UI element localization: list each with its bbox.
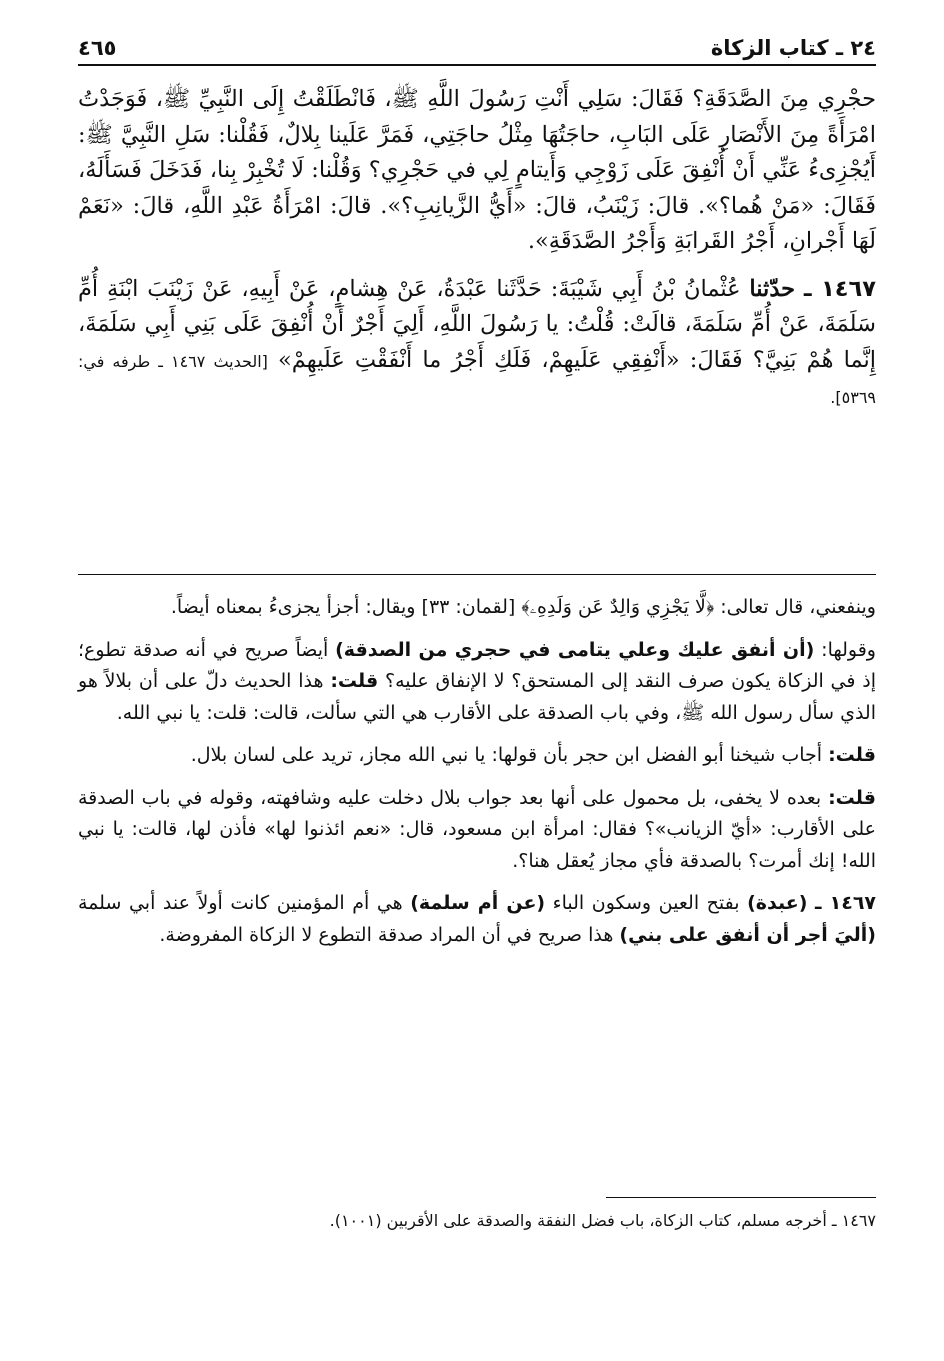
hadith-1467-paragraph	[78, 272, 876, 416]
page-number: ٤٦٥	[78, 36, 117, 60]
commentary-block	[78, 592, 876, 962]
commentary-text: أجاب شيخنا أبو الفضل ابن حجر بأن قولها: يا نبي الله مجاز، تريد على لسان بلال.	[190, 744, 829, 766]
qultu-marker: قلت:	[828, 744, 876, 766]
hadith-continuation-paragraph: حجْرِي مِنَ الصَّدَقَةِ؟ فَقَالَ: سَلِي أَنْتِ رَسُولَ اللَّهِ ﷺ، فَانْطَلَقْتُ إِلَى النَّبِيِّ ﷺ، فَوَجَدْتُ امْرَأَةً مِنَ الأَنْصَارِ عَلَى البَابِ، حاجَتُهَا مِثْلُ حاجَتِي، فَمَرَّ عَلَينا بِلالٌ، فَقُلْنا: سَلِ النَّبِيَّ ﷺ: أَيُجْزِىءُ عَنِّي أَنْ أُنْفِقَ عَلَى زَوْجِي وَأَيتامٍ لِي في حَجْرِي؟ وَقُلْنا: لَا تُخْبِرْ بِنا، فَدَخَلَ فَسَأَلَهُ، فَقَالَ: «مَنْ هُما؟». قالَ: زَيْنَبُ، قالَ: «أَيُّ الزَّيانِبِ؟». قالَ: امْرَأَةُ عَبْدِ اللَّهِ، قالَ: «نَعَمْ لَهَا أَجْرانِ، أَجْرُ القَرابَةِ وَأَجْرُ الصَّدَقَةِ».	[78, 86, 876, 254]
commentary-paragraph	[78, 783, 876, 878]
hadith-number: ١٤٦٧ ـ	[803, 275, 877, 302]
quoted-phrase: (أن أنفق عليك وعلي يتامى في حجري من الصدقة)	[335, 638, 815, 661]
quoted-phrase: (عن أم سلمة)	[410, 892, 546, 914]
quoted-phrase: (عبدة)	[747, 892, 808, 914]
commentary-paragraph	[78, 740, 876, 772]
hadith-reference: [الحديث ١٤٦٧ ـ طرفه في: ٥٣٦٩].	[78, 351, 876, 407]
qultu-marker: قلت:	[828, 786, 876, 809]
footnote: ١٤٦٧ ـ أخرجه مسلم، كتاب الزكاة، باب فضل النفقة والصدقة على الأقربين (١٠٠١).	[329, 1211, 876, 1230]
commentary-paragraph	[78, 888, 876, 951]
commentary-text: هذا صريح في أن المراد صدقة التطوع لا الزكاة المفروضة.	[159, 923, 620, 946]
qultu-marker: قلت:	[330, 670, 379, 692]
commentary-separator	[78, 574, 876, 575]
commentary-paragraph	[78, 635, 876, 730]
commentary-text: هذا الحديث دلّ على أن بلالاً هو الذي سأل رسول الله ﷺ، وفي باب الصدقة على الأقارب هي التي سألت، قالت: قلت: يا نبي الله.	[78, 670, 876, 724]
hadith-text-block	[78, 82, 876, 416]
footnote-separator	[606, 1197, 876, 1198]
commentary-text: أيضاً صريح في أنه صدقة تطوع؛ إذ في الزكاة يكون صرف النقد إلى المستحق؟ لا الإنفاق عليه؟	[78, 638, 877, 692]
chapter-title: ٢٤ ـ كتاب الزكاة	[710, 36, 876, 60]
commentary-paragraph: وينفعني، قال تعالى: ﴿لَّا يَجْزِي وَالِدٌ عَن وَلَدِهِۦ﴾ [لقمان: ٣٣] ويقال: أجزأ يجزىءُ بمعناه أيضاً.	[170, 596, 876, 618]
hadith-lead: حدّثنا	[749, 275, 796, 302]
commentary-text: بعده لا يخفى، بل محمول على أنها بعد جواب بلال دخلت عليه وشافهته، وقوله في باب الصدقة على الأقارب: «أيّ الزيانب»؟ فقال: امرأة ابن مسعود، قال: «نعم ائذنوا لها» فأذن لها، قالت: يا نبي الله! إنك أمرت؟ بالصدقة فأي مجاز يُعقل هنا؟.	[78, 786, 876, 872]
hadith-number: ١٤٦٧ ـ	[814, 892, 877, 914]
commentary-text: وقولها:	[814, 638, 876, 661]
commentary-text: بفتح العين وسكون الباء	[545, 892, 748, 914]
running-header	[78, 22, 876, 66]
commentary-text: هي أم المؤمنين كانت أولاً عند أبي سلمة	[78, 892, 411, 914]
hadith-text: عُثْمانُ بْنُ أَبِي شَيْبَةَ: حَدَّثَنا عَبْدَةُ، عَنْ هِشامٍ، عَنْ أَبِيهِ، عَنْ زَيْنَبَ ابْنَةِ أُمِّ سَلَمَةَ، عَنْ أُمِّ سَلَمَةَ، قالَتْ: قُلْتُ: يا رَسُولَ اللَّهِ، أَلِيَ أَجْرٌ أَنْ أُنْفِقَ عَلَى بَنِي أَبِي سَلَمَةَ، إِنَّما هُمْ بَنِيَّ؟ فَقَالَ: «أَنْفِقِي عَلَيهِمْ، فَلَكِ أَجْرُ ما أَنْفَقْتِ عَلَيهِمْ»	[78, 275, 876, 373]
quoted-phrase: (أليَ أجر أن أنفق على بني)	[619, 923, 876, 946]
page	[78, 22, 876, 428]
